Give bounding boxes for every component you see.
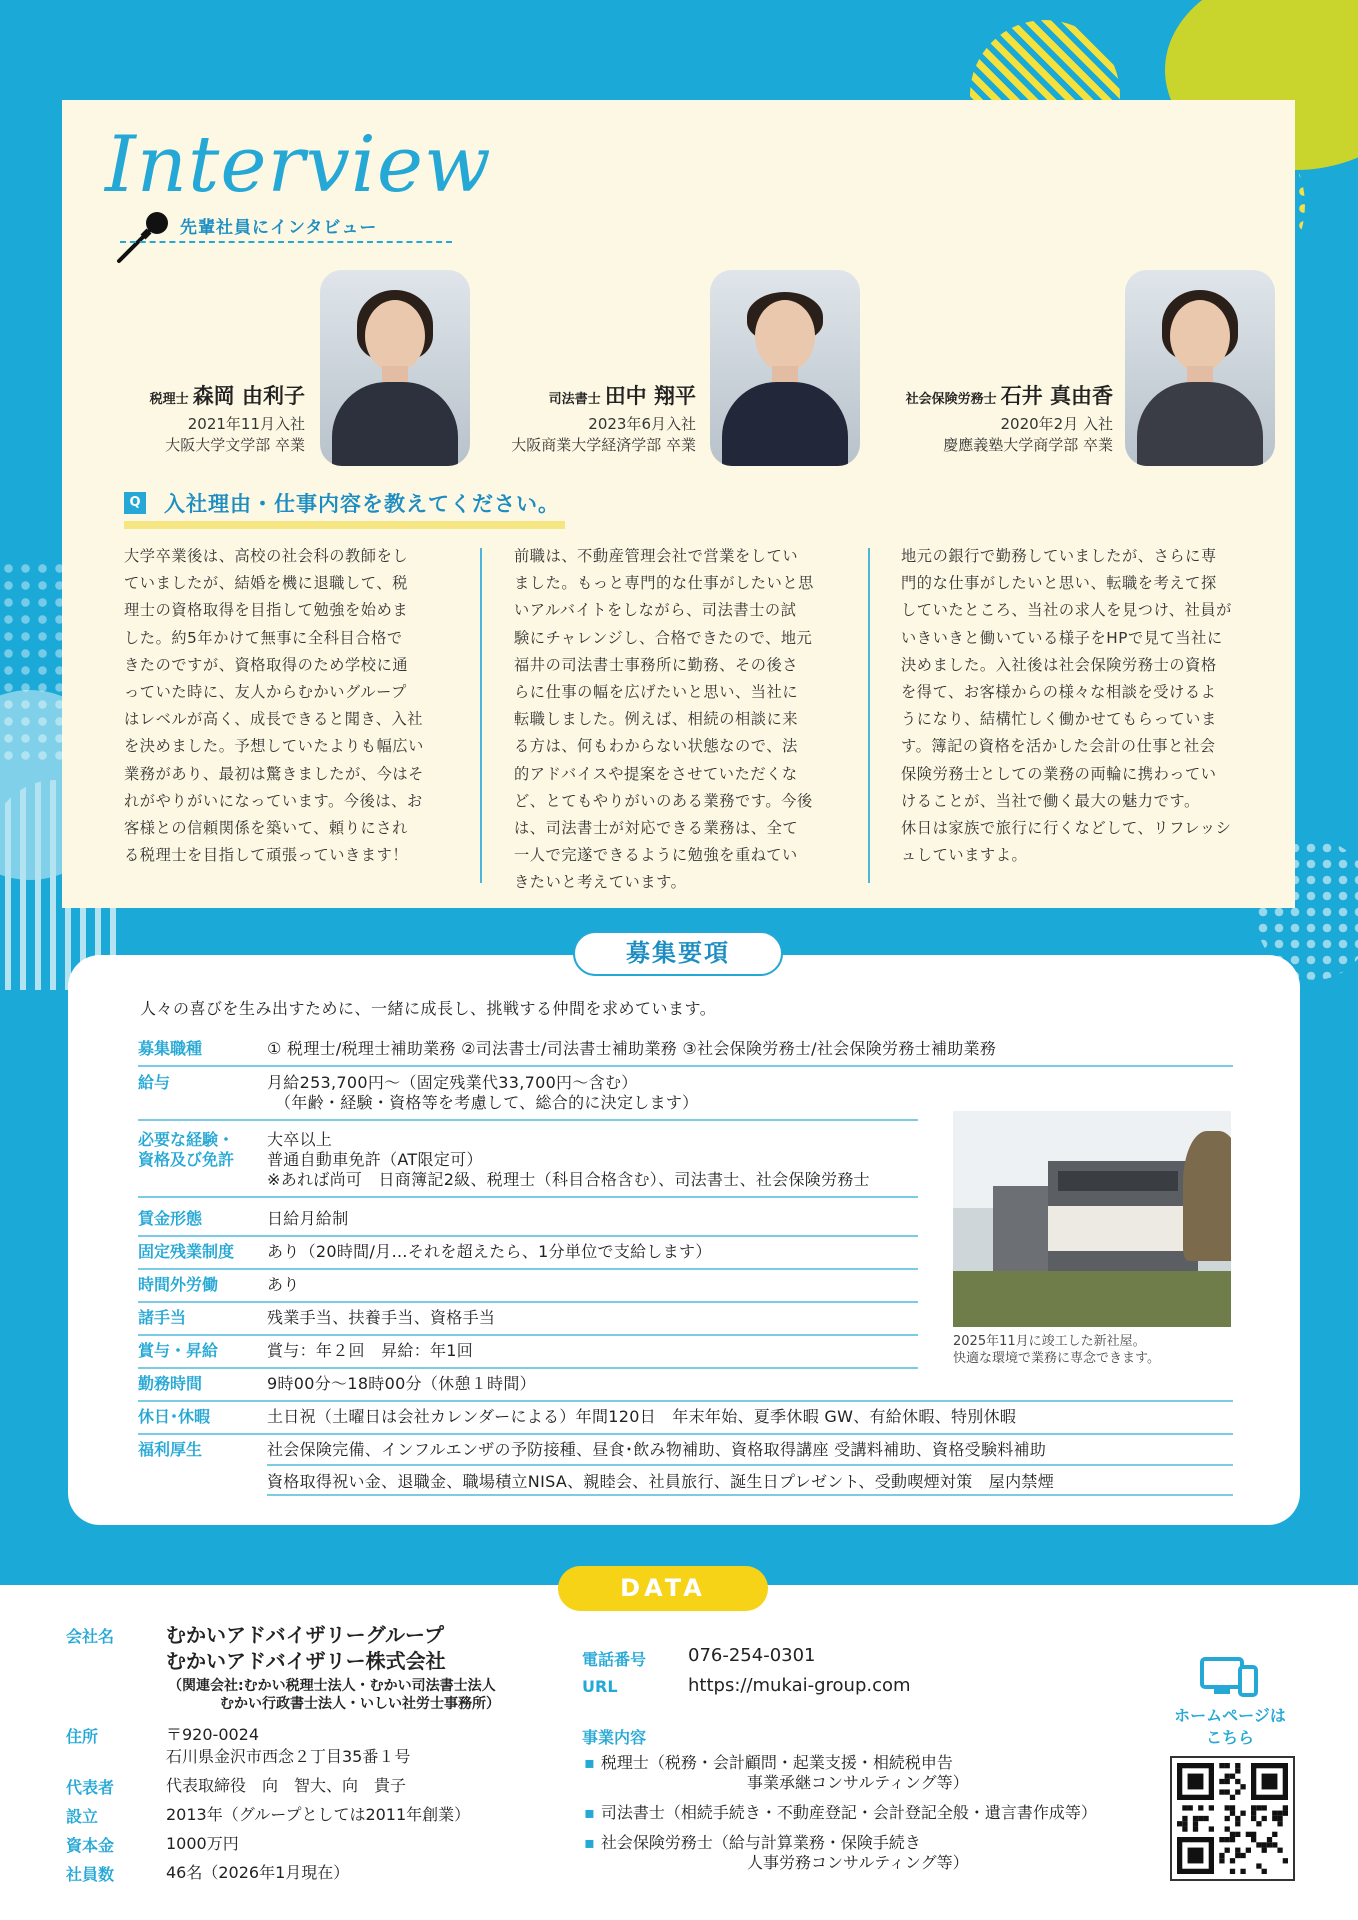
rep-value: 代表取締役 向 智大、向 貴子 xyxy=(166,1776,407,1795)
recruit-value xyxy=(267,1440,1054,1492)
qr-code[interactable] xyxy=(1170,1756,1295,1881)
answer-line: 決めました。入社後は社会保険労務士の資格 xyxy=(901,655,1217,674)
company-name xyxy=(166,1622,446,1674)
recruit-label: 休日･休暇 xyxy=(138,1407,211,1426)
answer-line: は、司法書士が対応できる業務は、全て xyxy=(514,819,799,838)
recruit-value xyxy=(267,1341,473,1361)
recruit-value-line: 資格取得祝い金、退職金、職場積立NISA、親睦会、社員旅行、誕生日プレゼント、受動喫煙対策 屋内禁煙 xyxy=(267,1472,1055,1491)
answer-line: 客様との信頼関係を築いて、頼りにされ xyxy=(124,819,408,838)
answer-line: うになり、結構忙しく働かせてもらっていま xyxy=(901,710,1217,729)
person-joined: 2023年6月入社 xyxy=(588,415,696,433)
person-joined: 2020年2月 入社 xyxy=(1000,415,1113,433)
business-text: 社会保険労務士（給与計算業務・保険手続き xyxy=(600,1833,921,1852)
capital-value: 1000万円 xyxy=(166,1834,239,1853)
company-label: 会社名 xyxy=(66,1627,115,1646)
founded-label: 設立 xyxy=(66,1807,99,1826)
business-text: 司法書士（相続手続き・不動産登記・会計登記全般・遺言書作成等） xyxy=(600,1803,1097,1822)
answer-line: いアルバイトをしながら、司法書士の試 xyxy=(514,601,797,620)
answer-line: はレベルが高く、成長できると聞き、入社 xyxy=(124,710,424,729)
recruit-value-line: 土日祝（土曜日は会社カレンダーによる）年間120日 年末年始、夏季休暇 GW、有給休暇、特別休暇 xyxy=(267,1407,1017,1426)
recruit-value-line: （年齢・経験・資格等を考慮して、総合的に決定します） xyxy=(275,1093,699,1112)
person-1-info xyxy=(45,380,305,456)
answer-line: す。簿記の資格を活かした会計の仕事と社会 xyxy=(901,737,1216,756)
question-highlight xyxy=(124,521,565,529)
row-divider xyxy=(138,1301,918,1303)
row-divider xyxy=(138,1235,918,1237)
capital-label: 資本金 xyxy=(66,1836,115,1855)
recruit-value-line: あり xyxy=(267,1275,300,1294)
recruit-label: 固定残業制度 xyxy=(138,1242,235,1261)
address xyxy=(166,1724,410,1768)
related-companies xyxy=(168,1677,500,1713)
answer-line: る税理士を目指して頑張っていきます！ xyxy=(124,846,409,865)
portrait-photo-2 xyxy=(710,270,860,466)
interview-title: Interview xyxy=(105,120,492,210)
answer-line: ました。もっと専門的な仕事がしたいと思 xyxy=(514,574,814,593)
person-role: 税理士 xyxy=(149,392,189,407)
answer-column-2 xyxy=(514,543,814,897)
row-divider xyxy=(138,1196,918,1198)
recruit-label: 賞与・昇給 xyxy=(138,1341,219,1360)
person-joined: 2021年11月入社 xyxy=(187,415,305,433)
recruit-value xyxy=(267,1130,870,1190)
recruit-value-line: 9時00分～18時00分（休憩１時間） xyxy=(267,1374,536,1393)
row-divider xyxy=(138,1433,1233,1435)
recruit-label xyxy=(138,1130,234,1170)
person-name: 田中 翔平 xyxy=(604,384,696,408)
url-label: URL xyxy=(582,1677,618,1696)
recruit-value-line: 月給253,700円～（固定残業代33,700円～含む） xyxy=(267,1073,638,1092)
recruit-value-line: 普通自動車免許（AT限定可） xyxy=(267,1150,483,1169)
recruit-value xyxy=(267,1308,495,1328)
answer-column-3 xyxy=(901,543,1232,869)
data-heading: DATA xyxy=(558,1566,768,1611)
caption-line: 快適な環境で業務に専念できます。 xyxy=(953,1351,1160,1366)
decor-dots-left xyxy=(0,560,70,760)
rep-label: 代表者 xyxy=(66,1778,115,1797)
answer-line: 理士の資格取得を目指して勉強を始めま xyxy=(124,601,409,620)
recruit-heading: 募集要項 xyxy=(573,931,783,976)
person-school: 大阪商業大学経済学部 卒業 xyxy=(511,436,696,454)
answer-line: 一人で完遂できるように勉強を重ねてい xyxy=(514,846,798,865)
row-divider xyxy=(267,1464,1233,1466)
answer-column-1 xyxy=(124,543,424,869)
recruit-value xyxy=(267,1275,300,1295)
business-label: 事業内容 xyxy=(582,1728,647,1747)
person-name: 石井 真由香 xyxy=(1000,384,1113,408)
staff-label: 社員数 xyxy=(66,1865,115,1884)
column-divider xyxy=(480,548,482,883)
tel-value[interactable]: 076-254-0301 xyxy=(688,1645,816,1666)
answer-line: きたのですが、資格取得のため学校に通 xyxy=(124,655,409,674)
answer-line: る方は、何もわからない状態なので、法 xyxy=(514,737,798,756)
business-text: 人事労務コンサルティング等） xyxy=(747,1853,969,1872)
person-3-info xyxy=(853,380,1113,456)
qr-code-pattern xyxy=(1177,1763,1288,1874)
recruit-value-line: ※あれば尚可 日商簿記2級、税理士（科目合格含む）、司法書士、社会保険労務士 xyxy=(267,1170,870,1189)
recruit-label-line: 資格及び免許 xyxy=(138,1150,235,1169)
recruit-value-line: 社会保険完備、インフルエンザの予防接種、昼食･飲み物補助、資格取得講座 受講料補助、資格受験料補助 xyxy=(267,1440,1047,1459)
recruit-value xyxy=(267,1242,712,1262)
answer-line: 保険労務士としての業務の両輪に携わってい xyxy=(901,764,1217,783)
answer-line: 休日は家族で旅行に行くなどして、リフレッシ xyxy=(901,819,1232,838)
recruit-intro: 人々の喜びを生み出すために、一緒に成長し、挑戦する仲間を求めています。 xyxy=(140,999,717,1018)
answer-line: いきいきと働いている様子をHPで見て当社に xyxy=(901,628,1223,647)
answer-line: 地元の銀行で勤務していましたが、さらに専 xyxy=(901,547,1217,565)
recruit-value-line: 日給月給制 xyxy=(267,1209,349,1228)
staff-value: 46名（2026年1月現在） xyxy=(166,1863,350,1882)
column-divider xyxy=(868,548,870,883)
recruit-label: 時間外労働 xyxy=(138,1275,219,1294)
recruit-value-line: 賞与：年２回 昇給：年1回 xyxy=(267,1341,474,1360)
row-divider xyxy=(138,1065,1233,1067)
answer-line: けることが、当社で働く最大の魅力です。 xyxy=(901,791,1200,810)
answer-line: 的アドバイスや提案をさせていただくな xyxy=(514,764,798,783)
answer-line: れがやりがいになっています。今後は、お xyxy=(124,791,423,810)
homepage-text-line: こちら xyxy=(1205,1728,1254,1747)
answer-line: ていましたが、結婚を機に退職して、税 xyxy=(124,574,408,593)
recruit-value xyxy=(267,1407,1016,1427)
devices-icon xyxy=(1200,1655,1260,1700)
homepage-link-text[interactable] xyxy=(1170,1705,1290,1749)
address-line: 〒920-0024 xyxy=(166,1725,260,1744)
answer-line: 験にチャレンジし、合格できたので、地元 xyxy=(514,628,813,647)
answer-line: していたところ、当社の求人を見つけ、社員が xyxy=(901,601,1232,620)
interview-subtitle: 先輩社員にインタビュー xyxy=(180,218,378,238)
recruit-value-line: ① 税理士/税理士補助業務 ②司法書士/司法書士補助業務 ③社会保険労務士/社会保険労務士補助業務 xyxy=(267,1039,997,1058)
recruit-value xyxy=(267,1374,536,1394)
related-line: （関連会社:むかい税理士法人・むかい司法書士法人 xyxy=(168,1678,496,1694)
person-school: 大阪大学文学部 卒業 xyxy=(165,436,305,454)
answer-line: ど、とてもやりがいのある業務です。今後 xyxy=(514,791,813,810)
question-text: 入社理由・仕事内容を教えてください。 xyxy=(164,492,560,516)
recruit-value-line: 残業手当、扶養手当、資格手当 xyxy=(267,1308,496,1327)
address-label: 住所 xyxy=(66,1727,99,1746)
caption-line: 2025年11月に竣工した新社屋。 xyxy=(953,1334,1146,1349)
answer-line: 大学卒業後は、高校の社会科の教師をし xyxy=(124,547,409,565)
answer-line: 業務があり、最初は驚きましたが、今はそ xyxy=(124,764,424,783)
person-2-info xyxy=(456,380,696,456)
row-divider xyxy=(138,1367,918,1369)
business-text: 事業承継コンサルティング等） xyxy=(747,1773,969,1792)
recruit-value-line: 大卒以上 xyxy=(267,1130,333,1149)
recruit-label-line: 必要な経験・ xyxy=(138,1130,235,1149)
answer-line: 転職しました。例えば、相続の相談に来 xyxy=(514,710,799,729)
person-role: 社会保険労務士 xyxy=(905,392,997,407)
answer-line: らに仕事の幅を広げたいと思い、当社に xyxy=(514,683,799,702)
row-divider xyxy=(267,1494,1233,1496)
portrait-photo-3 xyxy=(1125,270,1275,466)
business-text: 税理士（税務・会計顧問・起業支援・相続税申告 xyxy=(600,1753,953,1772)
person-role: 司法書士 xyxy=(548,392,601,407)
homepage-text-line: ホームページは xyxy=(1174,1706,1286,1725)
person-school: 慶應義塾大学商学部 卒業 xyxy=(943,436,1113,454)
microphone-icon xyxy=(115,205,175,265)
related-line: むかい行政書士法人・いしい社労士事務所） xyxy=(220,1696,500,1712)
url-link[interactable]: https://mukai-group.com xyxy=(688,1675,911,1696)
row-divider xyxy=(138,1119,918,1121)
recruit-label: 賃金形態 xyxy=(138,1209,203,1228)
dashed-divider xyxy=(120,241,452,243)
address-line: 石川県金沢市西念２丁目35番１号 xyxy=(166,1747,411,1766)
recruit-value xyxy=(267,1209,349,1229)
question-badge: Q xyxy=(124,492,146,514)
answer-line: 福井の司法書士事務所に勤務、その後さ xyxy=(514,655,799,674)
answer-line: きたいと考えています。 xyxy=(514,873,687,892)
business-item: ▪ 司法書士（相続手続き・不動産登記・会計登記全般・遺言書作成等） xyxy=(584,1803,1097,1822)
recruit-label: 給与 xyxy=(138,1073,171,1092)
company-name-line: むかいアドバイザリーグループ xyxy=(166,1623,444,1647)
recruit-value xyxy=(267,1039,996,1059)
answer-line: 門的な仕事がしたいと思い、転職を考えて探 xyxy=(901,574,1217,593)
building-photo xyxy=(953,1111,1231,1327)
answer-line: ュしていますよ。 xyxy=(901,846,1028,865)
recruit-value xyxy=(267,1073,698,1113)
recruit-label: 勤務時間 xyxy=(138,1374,203,1393)
answer-line: した。約5年かけて無事に全科目合格で xyxy=(124,628,403,647)
founded-value: 2013年（グループとしては2011年創業） xyxy=(166,1805,471,1824)
recruit-label: 諸手当 xyxy=(138,1308,187,1327)
business-item: ▪ 税理士（税務・会計顧問・起業支援・相続税申告 事業承継コンサルティング等） xyxy=(584,1753,969,1792)
business-item: ▪ 社会保険労務士（給与計算業務・保険手続き 人事労務コンサルティング等） xyxy=(584,1833,969,1872)
recruit-label: 募集職種 xyxy=(138,1039,203,1058)
recruit-label: 福利厚生 xyxy=(138,1440,203,1459)
row-divider xyxy=(138,1268,918,1270)
answer-line: 前職は、不動産管理会社で営業をしてい xyxy=(514,547,799,565)
person-name: 森岡 由利子 xyxy=(192,384,305,408)
row-divider xyxy=(138,1400,1233,1402)
recruit-value-line: あり（20時間/月…それを超えたら、1分単位で支給します） xyxy=(267,1242,712,1261)
answer-line: っていた時に、友人からむかいグループ xyxy=(124,683,407,702)
tel-label: 電話番号 xyxy=(582,1650,647,1669)
company-name-line: むかいアドバイザリー株式会社 xyxy=(166,1649,446,1673)
portrait-photo-1 xyxy=(320,270,470,466)
building-caption xyxy=(953,1333,1160,1367)
answer-line: を得て、お客様からの様々な相談を受けるよ xyxy=(901,683,1217,702)
answer-line: を決めました。予想していたよりも幅広い xyxy=(124,737,424,756)
row-divider xyxy=(138,1334,918,1336)
